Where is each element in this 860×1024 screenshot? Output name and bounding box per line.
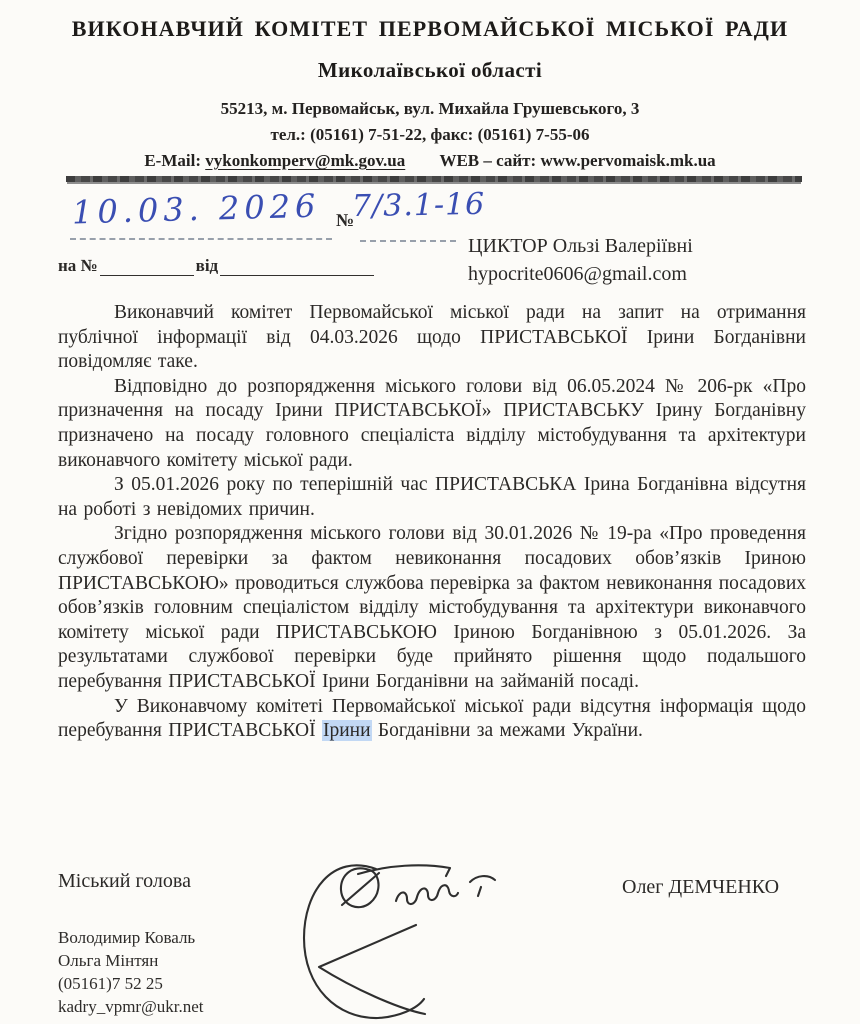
org-phones: тел.: (05161) 7-51-22, факс: (05161) 7-55-06	[270, 125, 590, 144]
footer-contacts	[58, 926, 204, 1018]
recipient-block	[468, 232, 693, 288]
letterhead	[0, 16, 860, 83]
number-sign: №	[336, 210, 355, 230]
body-paragraph-2: Відповідно до розпорядження міського голови від 06.05.2024 № 206-рк «Про призначення на посаду Ірини ПРИСТАВСЬКОЇ» ПРИСТАВСЬКУ Ірину Богданівну призначено на посаду головного спеціаліста відділу містобудування та архітектури виконавчого комітету міської ради.	[58, 375, 806, 471]
reply-prefix: на №	[58, 256, 98, 275]
footer-phone: (05161)7 52 25	[58, 974, 163, 993]
reply-from-label: від	[195, 256, 219, 275]
body-paragraph-3: З 05.01.2026 року по теперішній час ПРИСТАВСЬКА Ірина Богданівна відсутня на роботі з невідомих причин.	[58, 474, 806, 520]
handwritten-signature	[280, 848, 560, 1024]
body-paragraph-1: Виконавчий комітет Первомайської міської ради на запит на отримання публічної інформації від 04.03.2026 щодо ПРИСТАВСЬКОЇ Ірини Богданівни повідомляє таке.	[58, 302, 806, 373]
footer-email: kadry_vpmr@ukr.net	[58, 997, 204, 1016]
footer-contact-name-1: Володимир Коваль	[58, 928, 196, 947]
email-label: E-Mail:	[144, 151, 201, 170]
header-divider	[66, 176, 802, 182]
recipient-email: hypocrite0606@gmail.com	[468, 263, 687, 285]
signer-title: Міський голова	[58, 870, 191, 892]
footer-contact-name-2: Ольга Мінтян	[58, 951, 159, 970]
reply-date-blank	[220, 256, 374, 276]
signer-name: Олег ДЕМЧЕНКО	[622, 876, 780, 898]
highlighted-text: Ірини	[322, 720, 371, 742]
org-name-line1: ВИКОНАВЧИЙ КОМІТЕТ ПЕРВОМАЙСЬКОЇ МІСЬКОЇ РАДИ	[71, 16, 789, 41]
body-paragraph-4: Згідно розпорядження міського голови від 30.01.2026 № 19-ра «Про проведення службової перевірки за фактом невиконання посадових обов’язків Іриною ПРИСТАВСЬКОЮ» проводиться службова перевірка за фактом невиконання посадових обов’язків головним спеціалістом відділу містобудування та архітектури виконавчого комітету міської ради ПРИСТАВСЬКОЮ Іриною Богданівною з 05.01.2026. За результатами службової перевірки буде прийнято рішення щодо подальшого перебування ПРИСТАВСЬКОЇ Ірини Богданівни на займаній посаді.	[58, 523, 806, 692]
handwritten-date: 10.03. 2026	[71, 186, 321, 232]
org-address: 55213, м. Первомайськ, вул. Михайла Грушевського, 3	[220, 99, 640, 118]
paragraph-5-text: У Виконавчому комітеті Первомайської міської ради відсутня інформація щодо перебування ПРИСТАВСЬКОЇ	[58, 695, 806, 742]
body-paragraph-5	[58, 695, 806, 744]
handwritten-doc-number: 7/3.1-16	[351, 186, 486, 225]
email-address: vykonkomperv@mk.gov.ua	[205, 151, 406, 170]
org-name-line2: Миколаївської області	[317, 58, 543, 82]
reply-reference-line	[58, 256, 374, 276]
org-email-web-line	[0, 148, 860, 174]
reply-number-blank	[100, 256, 194, 276]
web-address: www.pervomaisk.mk.ua	[540, 151, 716, 170]
date-underline	[70, 238, 332, 240]
contact-block	[0, 96, 860, 174]
letter-body	[58, 301, 806, 744]
number-underline	[360, 240, 456, 242]
paragraph-5-text-end: Богданівни за межами України.	[371, 720, 643, 742]
recipient-name: ЦИКТОР Ользі Валеріївні	[468, 235, 693, 257]
web-label: WEB – сайт:	[439, 151, 537, 170]
